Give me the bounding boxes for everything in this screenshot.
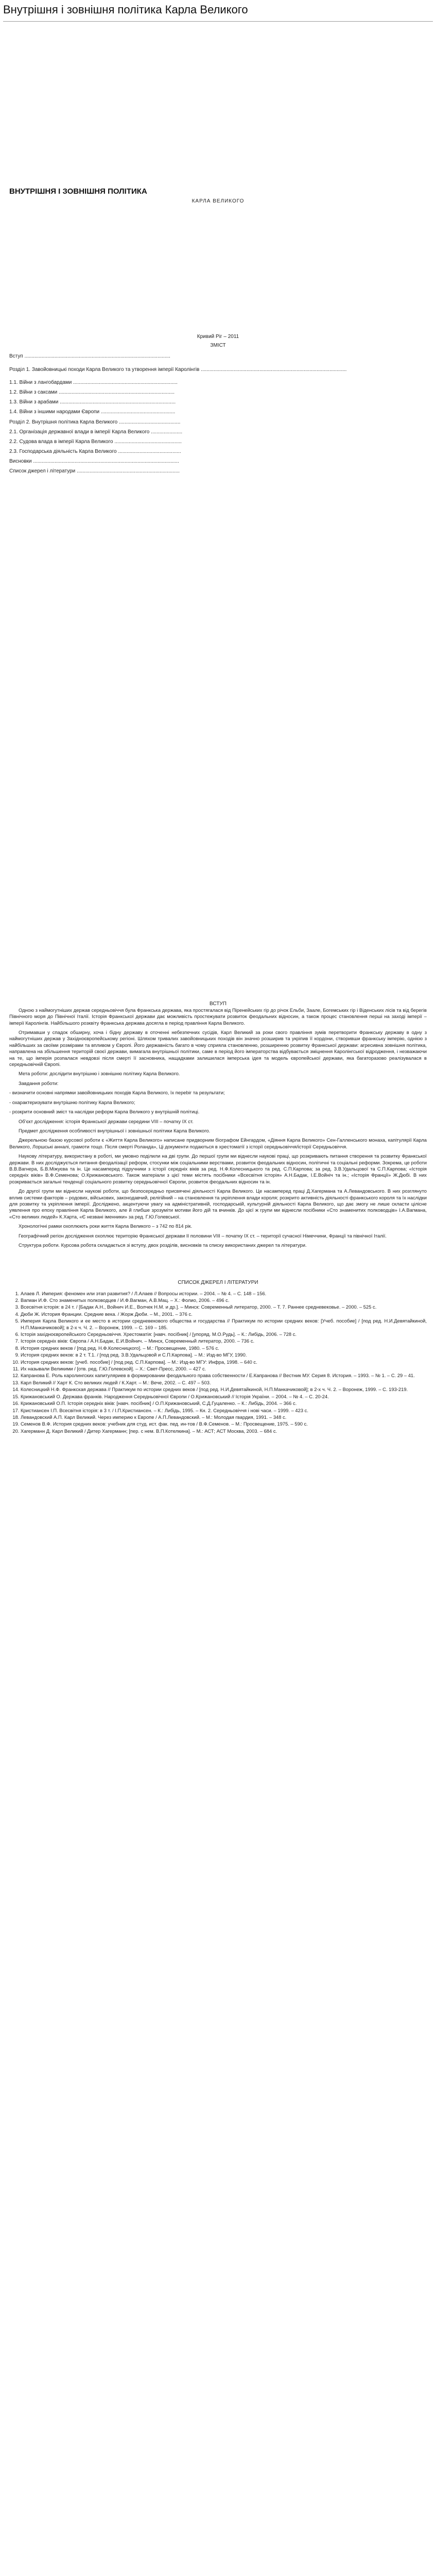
toc-entry: Висновки ...................................................................................................... [9, 459, 179, 465]
document-heading: ВНУТРІШНЯ І ЗОВНІШНЯ ПОЛІТИКА [9, 187, 147, 196]
intro-paragraph: Джерельною базою курсової роботи є «Життя Карла Великого» написане придворним біографом Ейнгардом, «Діяння Карла Великого» Сен-Галленського монаха, капітулярії Карла Великого, Лоршські анналі, грамоти тощо. Після смерті Роланда», Ці документи подаються в хрестоматії з історії середньовіччя/історії Середньовіччя. [9, 1137, 427, 1149]
references-title: СПИСОК ДЖЕРЕЛ І ЛІТЕРАТУРИ [178, 1280, 258, 1286]
toc-entry: Список джерел і літератури ........................................................................ [9, 468, 180, 474]
intro-paragraph: До другої групи ми віднесли наукові роботи, що безпосередньо присвячені діяльності Карла Великого. Це насамперед праці Д.Хагермана та А.Левандовського. В них розглянуто вплив системи факторів – родових, військових, законодавчий, релігійний – на становлення та укріплення влади короля; розкрито активність діяльності франкського короля та їх наслідки для розвитку та укріплення імперії. Досліджено, акцентуючи увагу на адміністративній, господарській, культурній діяльності Карла Великого, що дає змогу не лише скласти цілісне уявлення про епоху правління Карла Великого, але й глибше зрозуміти мотиви його дій та вчинків. До цієї ж групи ми віднесли посібники «Сто знаменитих полководців» І.А.Вагмана, «Сто великих людей» К.Харта, «Є незвані іменники» за ред. Г.Ю.Голевської. [9, 1188, 427, 1219]
reference-item: 5. Империя Карла Великого и ее место в истории средневекового общества и государства // Практикум по истории средних веков: [Учеб. пособие] / [под ред. Н.И.Девятайкиной, Н.П.Манкачиковой]; в 2-х ч. Ч. 2. – Воронеж, 1999. – С. 169 – 185. [21, 1318, 427, 1331]
references-list [9, 1291, 427, 1435]
reference-item: 10. История средних веков: [учеб. пособие] / [под ред. С.П.Карпова]. – М.: Изд-во МГУ: Инфра, 1998. – 640 с. [21, 1359, 427, 1365]
intro-paragraph: Об’єкт дослідження: історія Франкської держави середини VIII – початку IX ст. [19, 1118, 194, 1124]
reference-item: 13. Карл Великий // Харт К. Сто великих людей / К.Харт. – М.: Вече, 2002. – С. 497 – 503. [21, 1380, 427, 1386]
reference-item: 9. История средних веков: в 2 т. Т.1. / [под ред. З.В.Удальцовой и С.П.Карпова]. – М.: Изд-во МГУ, 1990. [21, 1352, 427, 1358]
table-of-contents [9, 353, 427, 474]
toc-entry: Розділ 2. Внутрішня політика Карла Великого ........................................... [9, 419, 181, 425]
intro-paragraph: Одною з наймогутніших держав середньовіччя була Франкська держава, яка простягалася від Піренейських гір до річок Ельби, Заале, Богемських гір і Віденських лісів та від берегів Північного моря до Північної Італії. Історія Франкської держави дає можливість простежувати розвиток феодальних відносин, а також процес становлення перші на заході імперії – імперії Каролінгів. Найбільшого розквіту Франкська держава досягла в період правління Карла Великого. [9, 1007, 427, 1026]
intro-paragraph: - визначити основні напрямки завойовницьких походів Карла Великого, їх переbiг та результати; [9, 1090, 225, 1096]
reference-item: 1. Алаев Л. Империя: феномен или этап развития? / Л.Алаев // Вопросы истории. – 2004. – № 4. – С. 148 – 156. [21, 1291, 427, 1297]
reference-item: 16. Крижановський О.П. Історія середніх віків: [навч. посібник] / О.П.Крижановський, С.Д.Гуцаленко. – К.: Либідь, 2004. – 366 с. [21, 1400, 427, 1406]
toc-title: ЗМІСТ [210, 343, 226, 349]
reference-item: 6. Історія західноєвропейського Середньовіччя. Хрестоматія: [навч. посібник] / [упоряд. М.О.Рудь]. – К.: Либідь, 2006. – 728 с. [21, 1331, 427, 1337]
intro-paragraph: Структура роботи. Курсова робота складається зі вступу, двох розділів, висновків та списку використаних джерел та літератури. [19, 1242, 307, 1248]
reference-item: 7. Історія середніх віків: Європа / А.Н.Бадак, Е.И.Войнич. – Минск, Современный литератор, 2000. – 736 с. [21, 1338, 427, 1344]
intro-paragraph: Предмет дослідження особливості внутрішньої і зовнішньої політики Карла Великого. [19, 1127, 211, 1133]
reference-item: 19. Семенов В.Ф. История средних веков: учебник для студ. ист. фак. пед. ин-тов / В.Ф.Семенов. – М.: Просвещение, 1975. – 590 с. [21, 1421, 427, 1427]
toc-entry: 1.3. Війни з арабами ................................................................................. [9, 399, 176, 405]
document-subheading: КАРЛА ВЕЛИКОГО [191, 198, 245, 204]
intro-paragraph: Отримавши у спадок обширну, хоча і бідну державу в оточенні небезпечних сусідів, Карл Великий за роки свого правління зумів перетворити Франкську державу в одну з наймогутніших держав у Західноєвропейському регіоні. Шляхом тривалих завойовницьких походів він значно розширив та укріпив її кордони, створивши франкську імперію, однією з найбільших за своїми розмірами та впливом у Європі. Його державність багато в чому сприяла становленню, розширенню розвитку Франкської держави: агресивна зовнішня політика, направлена на збільшення територій своєї держави, вимагала внутрішньої політики, саме в період його імператорства відбувається зміцнення Каролінгської відродження, і незважаючи на те, що імперія розпалася невдовзі після смерті її засновника, нащадками залишилася імперська ідея та модель європейської держави, яка багаторазово реалізувалася в середньовічній Європі. [9, 1029, 427, 1067]
toc-entry: 2.2. Судова влада в імперії Карла Великого ............................................... [9, 438, 182, 445]
intro-section [9, 1007, 427, 1249]
toc-entry: 2.3. Господарська діяльність Карла Великого ............................................ [9, 449, 181, 455]
intro-paragraph: Географічний регіон дослідження охоплює територію Франкської держави II половини VIII – початку IX ст. – території сучасної Німеччини, Франції та північної Італії. [19, 1232, 387, 1239]
reference-item: 12. Капранова Е. Роль каролингских капитуляриев в формировании феодального права собственности / Е.Капранова // Вестник МУ. Серия 8. История. – 1993. – № 1. – С. 29 – 41. [21, 1372, 427, 1379]
intro-paragraph: Хронологічні рамки охоплюють роки життя Карла Великого – з 742 по 814 рік. [19, 1223, 193, 1229]
reference-item: 20. Хагерманн Д. Карл Великий / Дитер Хагерманн; [пер. с нем. В.П.Котелкина]. – М.: АСТ; АСТ Москва, 2003. – 684 с. [21, 1428, 427, 1434]
intro-title: ВСТУП [210, 1001, 226, 1007]
document-body [0, 187, 436, 1434]
reference-item: 2. Вагман И.Ф. Сто знаменитых полководцев / И.Ф.Вагман, А.В.Мац. – Х.: Фолио, 2006. – 496 с. [21, 1297, 427, 1303]
intro-paragraph: - охарактеризувати внутрішню політику Карла Великого; [9, 1099, 135, 1105]
city-year: Кривий Ріг – 2011 [197, 334, 239, 340]
reference-item: 3. Всесвітня історія: в 24 т. / [Бадак А.Н., Войнич И.Е., Волчек Н.М. и др.]. – Минск: Современный литератор, 2000. – Т. 7. Раннее средневековье. – 2000. – 525 с. [21, 1304, 427, 1310]
title-divider [3, 21, 433, 22]
reference-item: 8. История средних веков / [под ред. Н.Ф.Колесницкого]. – М.: Просвещение, 1980. – 576 с. [21, 1345, 427, 1351]
toc-entry: 1.4. Війни з іншими народами Європи .................................................... [9, 409, 176, 415]
intro-paragraph: Мета роботи: дослідити внутрішню і зовнішню політику Карла Великого. [19, 1071, 180, 1077]
reference-item: 15. Крижановський О. Держава франків. Народження Середньовічної Європи / О.Крижановський // Історія України. – 2004. – № 4. – С. 20-24. [21, 1394, 427, 1400]
intro-paragraph: Завдання роботи: [19, 1080, 59, 1086]
intro-paragraph: Наукову літературу, використану в роботі, ми умовно поділили на дві групи. До першої групи ми віднесли наукові праці, що розкривають питання створення та розвитку Франкської держави. В них досліджується питання феодалізації реформ, стосунки між соціальними верствами, розвиток феодальних відносин, політичні та соціальні реформи. Зокрема, це роботи В.В.Вагнера, Б.В.Міжуєва та ін. Це насамперед підручники з історії середніх віків за ред. Н.Ф.Колесницького та ред. С.П.Карпова; за ред. З.В.Удальцової та С.П.Карпова; «Історія середніх віків» В.Ф.Семенова; О.Крижановського. Також матеріали з цієї теми містять посібники «Всесвітня історія» А.Н.Бадак, І.Е.Войніч та ін.; «Історія Франції» Ж.Дюбі. В них розкривається загальні тенденції соціального розвитку середньовічної Європи, розвиток феодальних відносин та ін. [9, 1153, 427, 1184]
toc-entry: 1.2. Війни з саксами ................................................................................. [9, 389, 175, 395]
reference-item: 11. Их называли Великими / [отв. ред. Г.Ю.Голевской]. – Х.: Свет-Пресс, 2000. – 427 с. [21, 1366, 427, 1372]
page-title: Внутрішня і зовнішня політика Карла Великого [3, 3, 248, 16]
toc-entry: 2.1. Організація державної влади в імперії Карла Великого ...................... [9, 429, 183, 435]
reference-item: 17. Кристиансен І.П. Всесвітня історія: в 3 т. / І.П.Кристиансен. – К.: Либідь, 1995. – Кн. 2. Середньовіччя і нові часи. – 1999. – 423 с. [21, 1408, 427, 1414]
reference-item: 4. Дюби Ж. История Франции. Средние века. / Жорж Дюби. – М., 2001. – 376 с. [21, 1311, 427, 1317]
toc-entry: 1.1. Війни з лангобардами ......................................................................... [9, 379, 178, 385]
toc-entry: Розділ 1. Завойовницькі походи Карла Великого та утворення імперії Каролінгів ...................................................................................................... [9, 366, 347, 372]
intro-paragraph: - розкрити основний зміст та наслідки реформ Карла Великого у внутрішній політиці. [9, 1109, 200, 1115]
reference-item: 18. Левандовский А.П. Карл Великий. Через империю к Европе / А.П.Левандовский. – М.: Молодая гвардия, 1991. – 348 с. [21, 1414, 427, 1420]
toc-entry: Вступ ...................................................................................................... [9, 353, 170, 360]
reference-item: 14. Колесницкий Н.Ф. Франкская держава // Практикум по истории средних веков / [под ред. Н.И.Девятайкиной, Н.П.Манкачиковой]; в 2-х ч. Ч. 2. – Воронеж, 1999. – С. 193-219. [21, 1386, 427, 1393]
